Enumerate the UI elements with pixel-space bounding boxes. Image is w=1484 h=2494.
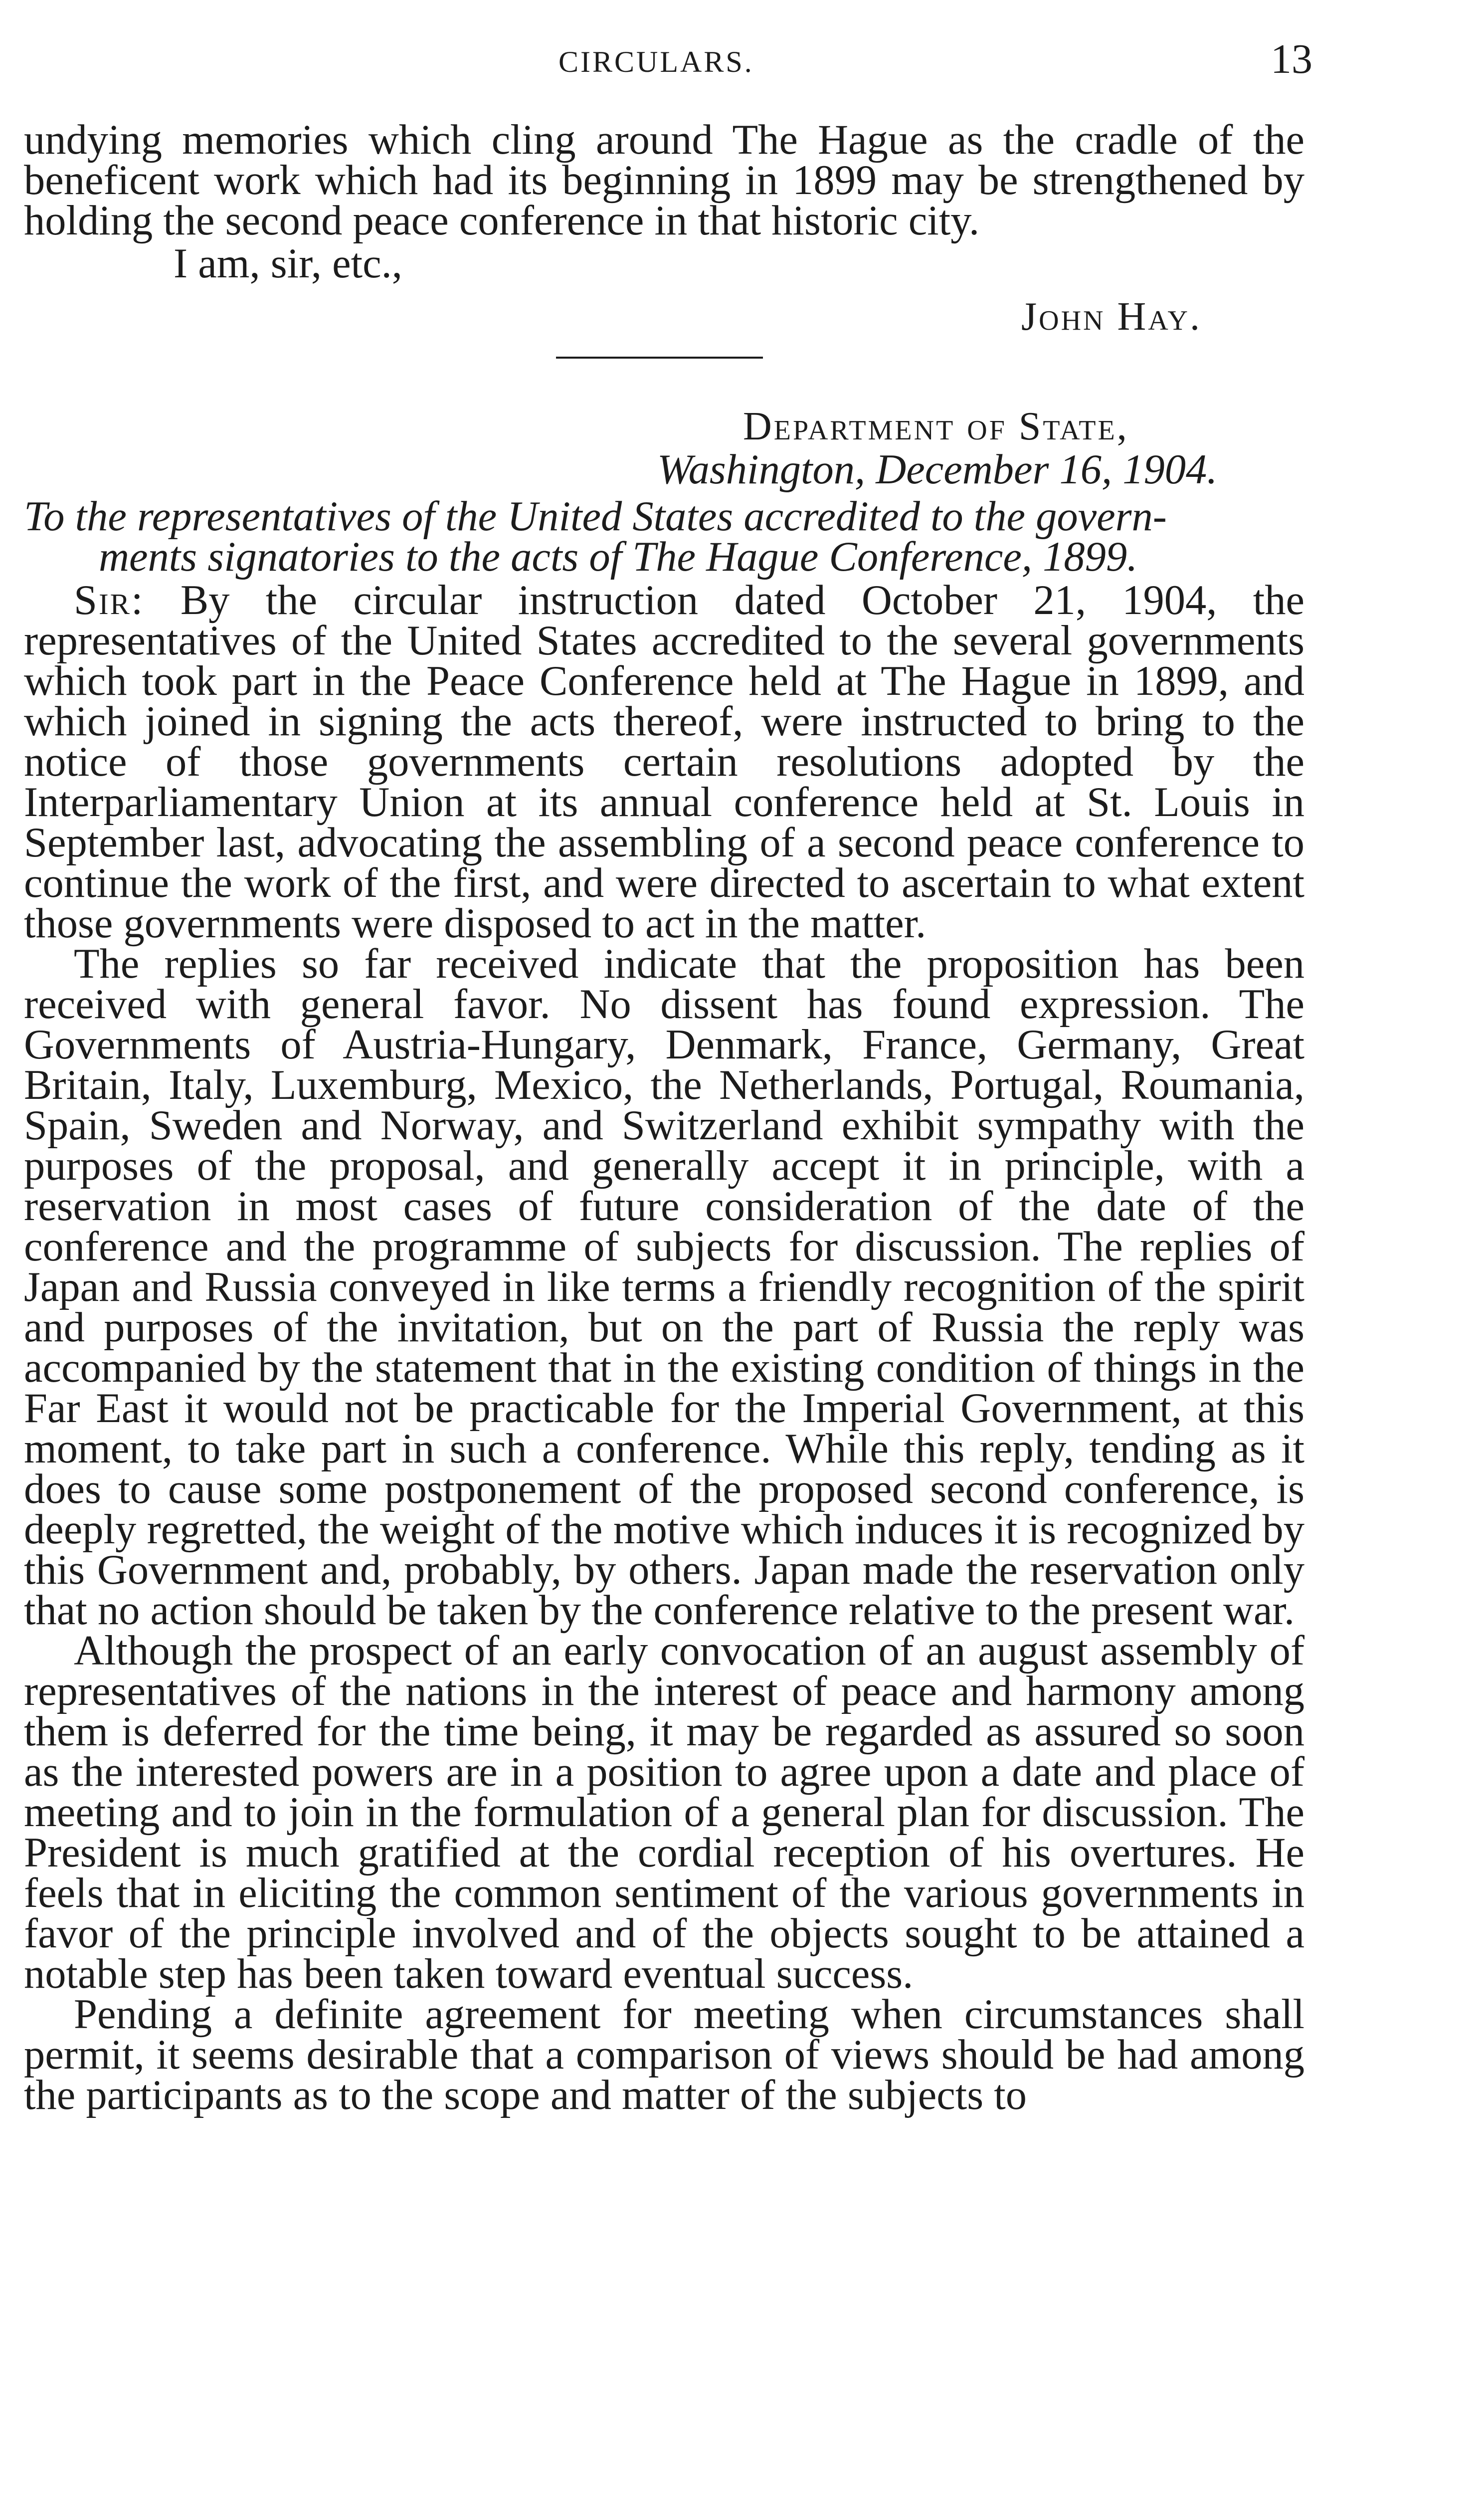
letter-body [24,577,1305,2118]
dateline: Washington, December 16, 1904. [657,446,1218,493]
address-line-1: To the representatives of the United States accredited to the govern- [24,493,1167,540]
signature: John Hay. [1021,295,1202,339]
inside-address [24,493,1304,580]
letter-paragraph-1 [24,577,1305,947]
complimentary-close-text: I am, sir, etc., [174,240,402,287]
letter-paragraph-3: Although the prospect of an early convocation of an august assembly of representatives of the nations in the interest of peace and harmony among them is deferred for the time being, it may be regarded as assured so soon as the interested powers are in a position to agree upon a date and place of meeting and to join in the formulation of a general plan for discussion. The President is much gratified at the cordial reception of his overtures. He feels that in eliciting the common sentiment of the various governments in favor of the principle involved and of the objects sought to be attained a notable step has been taken toward eventual success. [24,1628,1304,1997]
running-title: CIRCULARS. [558,45,754,78]
complimentary-close [24,240,1304,287]
salutation: Sir: [74,577,145,624]
page-number: 13 [1271,36,1312,82]
letter-paragraph-1-text: By the circular instruction dated October 21, 1904, the representatives of the United States accredited to the several governments which took part in the Peace Conference held at The Hague in 1899, and which joined in signing the acts thereof, were instructed to bring to the notice of those governments certain resolutions adopted by the Interparliamentary Union at its annual conference held at St. Louis in September last, advocating the assembling of a second peace conference to continue the work of the first, and were directed to ascertain to what extent those governments were disposed to act in the matter. [24,577,1305,947]
letter-paragraph-2: The replies so far received indicate that the proposition has been received with general favor. No dissent has found expression. The Governments of Austria-Hungary, Denmark, France, Germany, Great Britain, Italy, Luxemburg, Mexico, the Netherlands, Portugal, Roumania, Spain, Sweden and Norway, and Switzerland exhibit sympathy with the purposes of the proposal, and generally accept it in principle, with a reservation in most cases of future consideration of the date of the conference and the programme of subjects for discussion. The replies of Japan and Russia conveyed in like terms a friendly recognition of the spirit and purposes of the invitation, but on the part of Russia the reply was accompanied by the statement that in the existing condition of things in the Far East it would not be practicable for the Imperial Government, at this moment, to take part in such a conference. While this reply, tending as it does to cause some postponement of the proposed second conference, is deeply regretted, the weight of the motive which induces it is recognized by this Government and, probably, by others. Japan made the reservation only that no action should be taken by the conference relative to the present war. [24,941,1304,1634]
address-line-2: ments signatories to the acts of The Hague Conference, 1899. [99,534,1138,580]
section-divider [556,357,763,359]
opening-paragraph [24,117,1304,244]
department-heading: Department of State, [743,405,1129,448]
letter-paragraph-4: Pending a definite agreement for meeting when circumstances shall permit, it seems desirable that a comparison of views should be had among the participants as to the scope and matter of the subjects to [24,1991,1304,2118]
opening-paragraph-text: undying memories which cling around The Hague as the cradle of the beneficent work which had its beginning in 1899 may be strengthened by holding the second peace conference in that historic city. [24,117,1304,244]
